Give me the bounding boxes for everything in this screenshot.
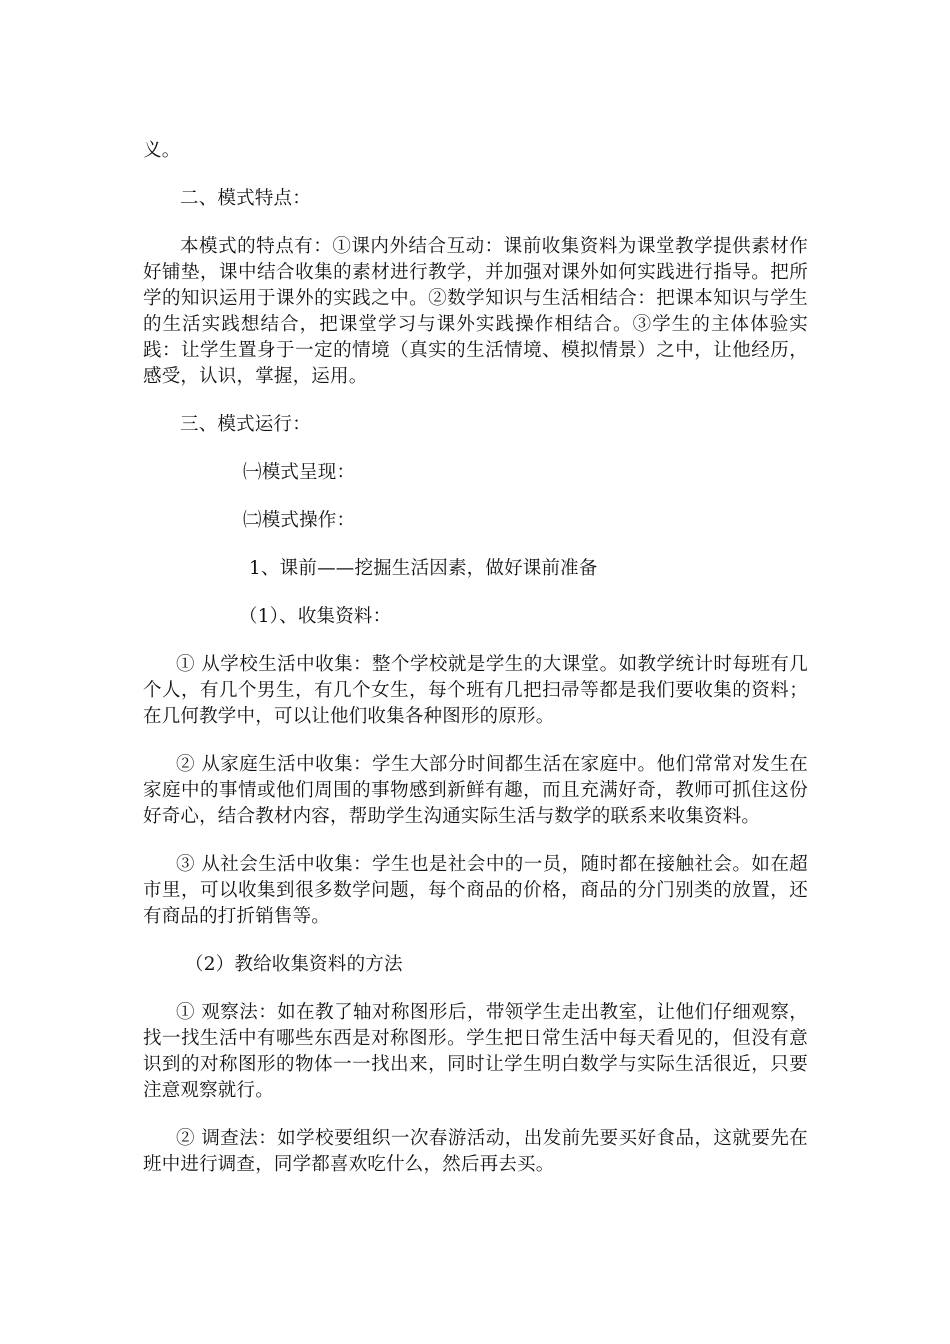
heading-mode-features: 二、模式特点： — [180, 188, 311, 209]
paragraph-continuation: 义。 — [143, 140, 181, 161]
subheading-collect-methods: （2）教给收集资料的方法 — [185, 954, 403, 975]
subheading-collect-materials: （1）、收集资料： — [239, 606, 392, 627]
paragraph-collect-society: ③ 从社会生活中收集：学生也是社会中的一员，随时都在接触社会。如在超市里，可以收集到很多数学问题，每个商品的价格，商品的分门别类的放置，还有商品的打折销售等。 — [143, 854, 808, 927]
subheading-mode-procedure: ㈡模式操作： — [243, 510, 356, 531]
paragraph-collect-family: ② 从家庭生活中收集：学生大部分时间都生活在家庭中。他们常常对发生在家庭中的事情或他们周围的事物感到新鲜有趣，而且充满好奇，教师可抓住这份好奇心，结合教材内容，帮助学生沟通实际生活与数学的联系来收集资料。 — [143, 754, 808, 827]
paragraph-mode-features: 本模式的特点有：①课内外结合互动：课前收集资料为课堂教学提供素材作好铺垫，课中结合收集的素材进行教学，并加强对课外如何实践进行指导。把所学的知识运用于课外的实践之中。②数学知识与生活相结合：把课本知识与学生的生活实践想结合，把课堂学习与课外实践操作相结合。③学生的主体体验实践：让学生置身于一定的情境（真实的生活情境、模拟情景）之中，让他经历，感受，认识，掌握，运用。 — [143, 236, 808, 387]
paragraph-collect-school: ① 从学校生活中收集：整个学校就是学生的大课堂。如教学统计时每班有几个人，有几个男生，有几个女生，每个班有几把扫帚等都是我们要收集的资料；在几何教学中，可以让他们收集各种图形的原形。 — [143, 654, 808, 727]
subheading-before-class: 1、课前——挖掘生活因素，做好课前准备 — [249, 558, 598, 579]
paragraph-observation-method: ① 观察法：如在教了轴对称图形后，带领学生走出教室，让他们仔细观察，找一找生活中有哪些东西是对称图形。学生把日常生活中每天看见的，但没有意识到的对称图形的物体一一找出来，同时让学生明白数学与实际生活很近，只要注意观察就行。 — [143, 1002, 808, 1101]
paragraph-survey-method: ② 调查法：如学校要组织一次春游活动，出发前先要买好食品，这就要先在班中进行调查，同学都喜欢吃什么，然后再去买。 — [143, 1128, 808, 1175]
document-page — [143, 138, 808, 1200]
subheading-mode-presentation: ㈠模式呈现： — [243, 462, 356, 483]
heading-mode-operation: 三、模式运行： — [180, 414, 311, 435]
